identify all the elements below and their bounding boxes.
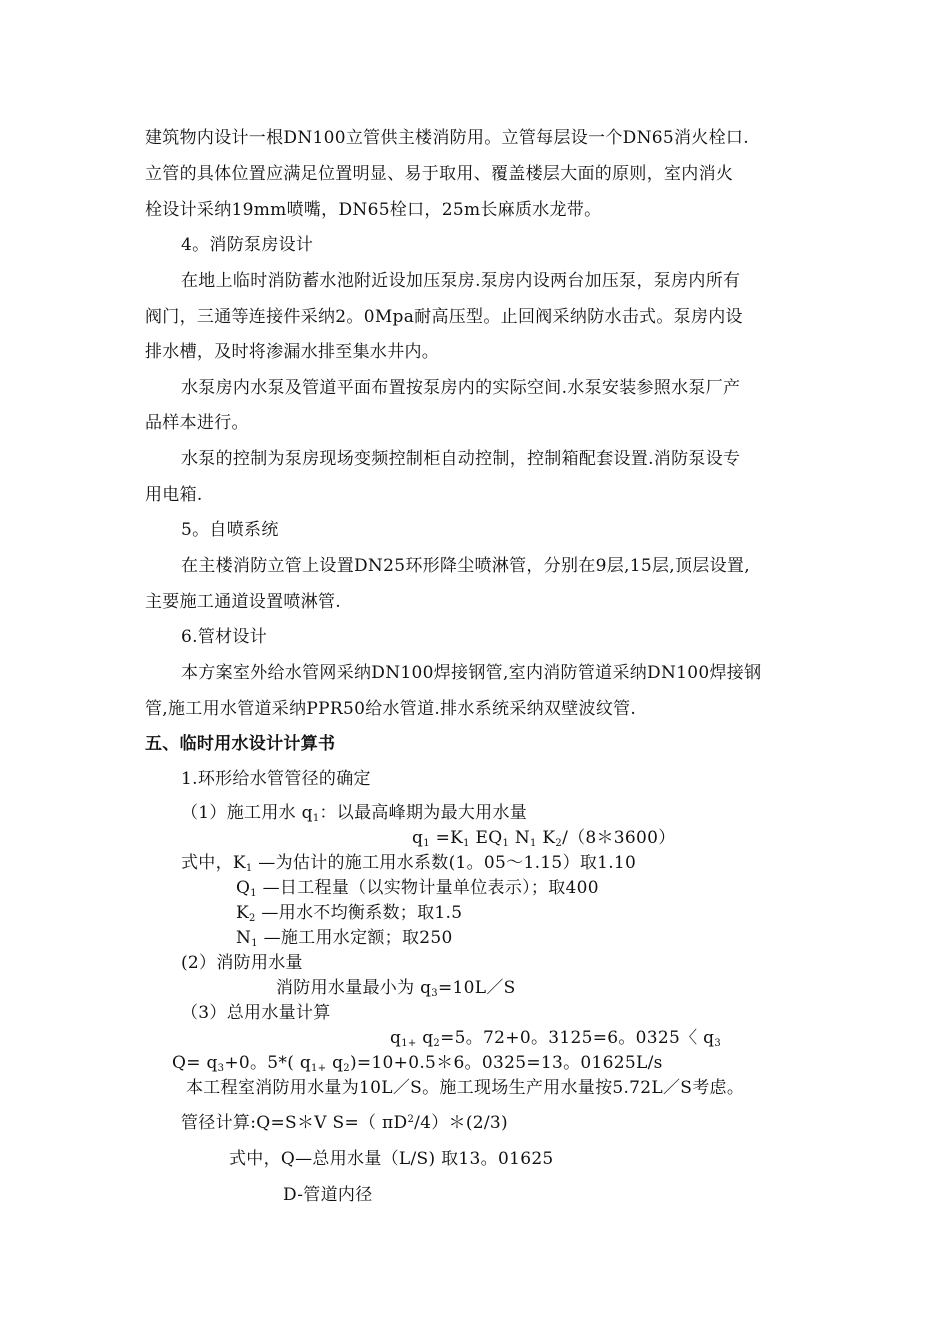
where-k1: 式中，$K_1$ —为估计的施工用水系数(1。05～1.15）取1.10: [181, 853, 637, 874]
paragraph-line: 主要施工通道设置喷淋管.: [145, 592, 342, 612]
paragraph-line: 品样本进行。: [145, 413, 249, 433]
calc-item-a: （1）施工用水 $q_1$：以最高峰期为最大用水量: [181, 803, 528, 824]
paragraph-line: 立管的具体位置应满足位置明显、易于取用、覆盖楼层大面的原则，室内消火: [145, 164, 734, 184]
subheading-pump-room: 4。消防泵房设计: [181, 235, 314, 255]
paragraph-line: 在地上临时消防蓄水池附近设加压泵房.泵房内设两台加压泵，泵房内所有: [181, 271, 741, 291]
subheading-pipe-material: 6.管材设计: [181, 627, 268, 647]
paragraph-line: 栓设计采纳19mm喷嘴，DN65栓口，25m长麻质水龙带。: [145, 200, 602, 220]
subheading-sprinkler: 5。自喷系统: [181, 520, 279, 540]
pipe-diameter-formula: 管径计算:Q=S＊V S=（ $\pi D^2/4)*(2/3)$: [181, 1113, 508, 1133]
d-definition: D-管道内径: [283, 1185, 373, 1205]
paragraph-line: 阀门，三通等连接件采纳2。0Mpa耐高压型。止回阀采纳防水击式。泵房内设: [145, 307, 743, 327]
calc-item-1: 1.环形给水管管径的确定: [181, 769, 371, 789]
paragraph-line: 在主楼消防立管上设置DN25环形降尘喷淋管，分别在9层,15层,顶层设置,: [181, 556, 750, 576]
where-k2: $K_2$ —用水不均衡系数；取1.5: [236, 903, 463, 924]
where-q1: $Q_1$ —日工程量（以实物计量单位表示）；取400: [236, 878, 599, 899]
paragraph-line: 水泵房内水泵及管道平面布置按泵房内的实际空间.水泵安装参照水泵厂产: [181, 378, 741, 398]
paragraph-line: 管,施工用水管道采纳PPR50给水管道.排水系统采纳双壁波纹管.: [145, 699, 637, 719]
fire-water-min: 消防用水量最小为 $q_3=10L/S$: [276, 978, 516, 999]
calc-item-b: (2）消防用水量: [181, 953, 303, 973]
paragraph-line: 排水槽，及时将渗漏水排至集水井内。: [145, 342, 440, 362]
section-heading: 五、临时用水设计计算书: [145, 734, 336, 754]
total-formula: $Q= q_3+0$。5*( $q_{1+}$ $q_2)=10+0.5*6$。0325=13。01625L/s: [172, 1053, 663, 1074]
paragraph-line: 水泵的控制为泵房现场变频控制柜自动控制，控制箱配套设置.消防泵设专: [181, 449, 741, 469]
formula-q1: $q_1 =K_1$ $EQ_1$ $N_1$ $K_2/(8*3600)$: [412, 828, 676, 849]
paragraph-line: 用电箱.: [145, 485, 203, 505]
conclusion-line: 本工程室消防用水量为10L／S。施工现场生产用水量按5.72L／S考虑。: [186, 1078, 745, 1098]
paragraph-line: 本方案室外给水管网采纳DN100焊接钢管,室内消防管道采纳DN100焊接钢: [181, 663, 762, 683]
calc-item-c: （3）总用水量计算: [181, 1003, 331, 1023]
sum-formula: $q_{1+}$ $q_2=5$。72+0。3125=6。0325〈 $q_3$: [390, 1028, 721, 1049]
pipe-where-line: 式中，Q—总用水量（L/S) 取13。01625: [229, 1149, 554, 1169]
where-n1: $N_1$ —施工用水定额；取250: [236, 928, 453, 949]
paragraph-line: 建筑物内设计一根DN100立管供主楼消防用。立管每层设一个DN65消火栓口.: [145, 128, 749, 148]
